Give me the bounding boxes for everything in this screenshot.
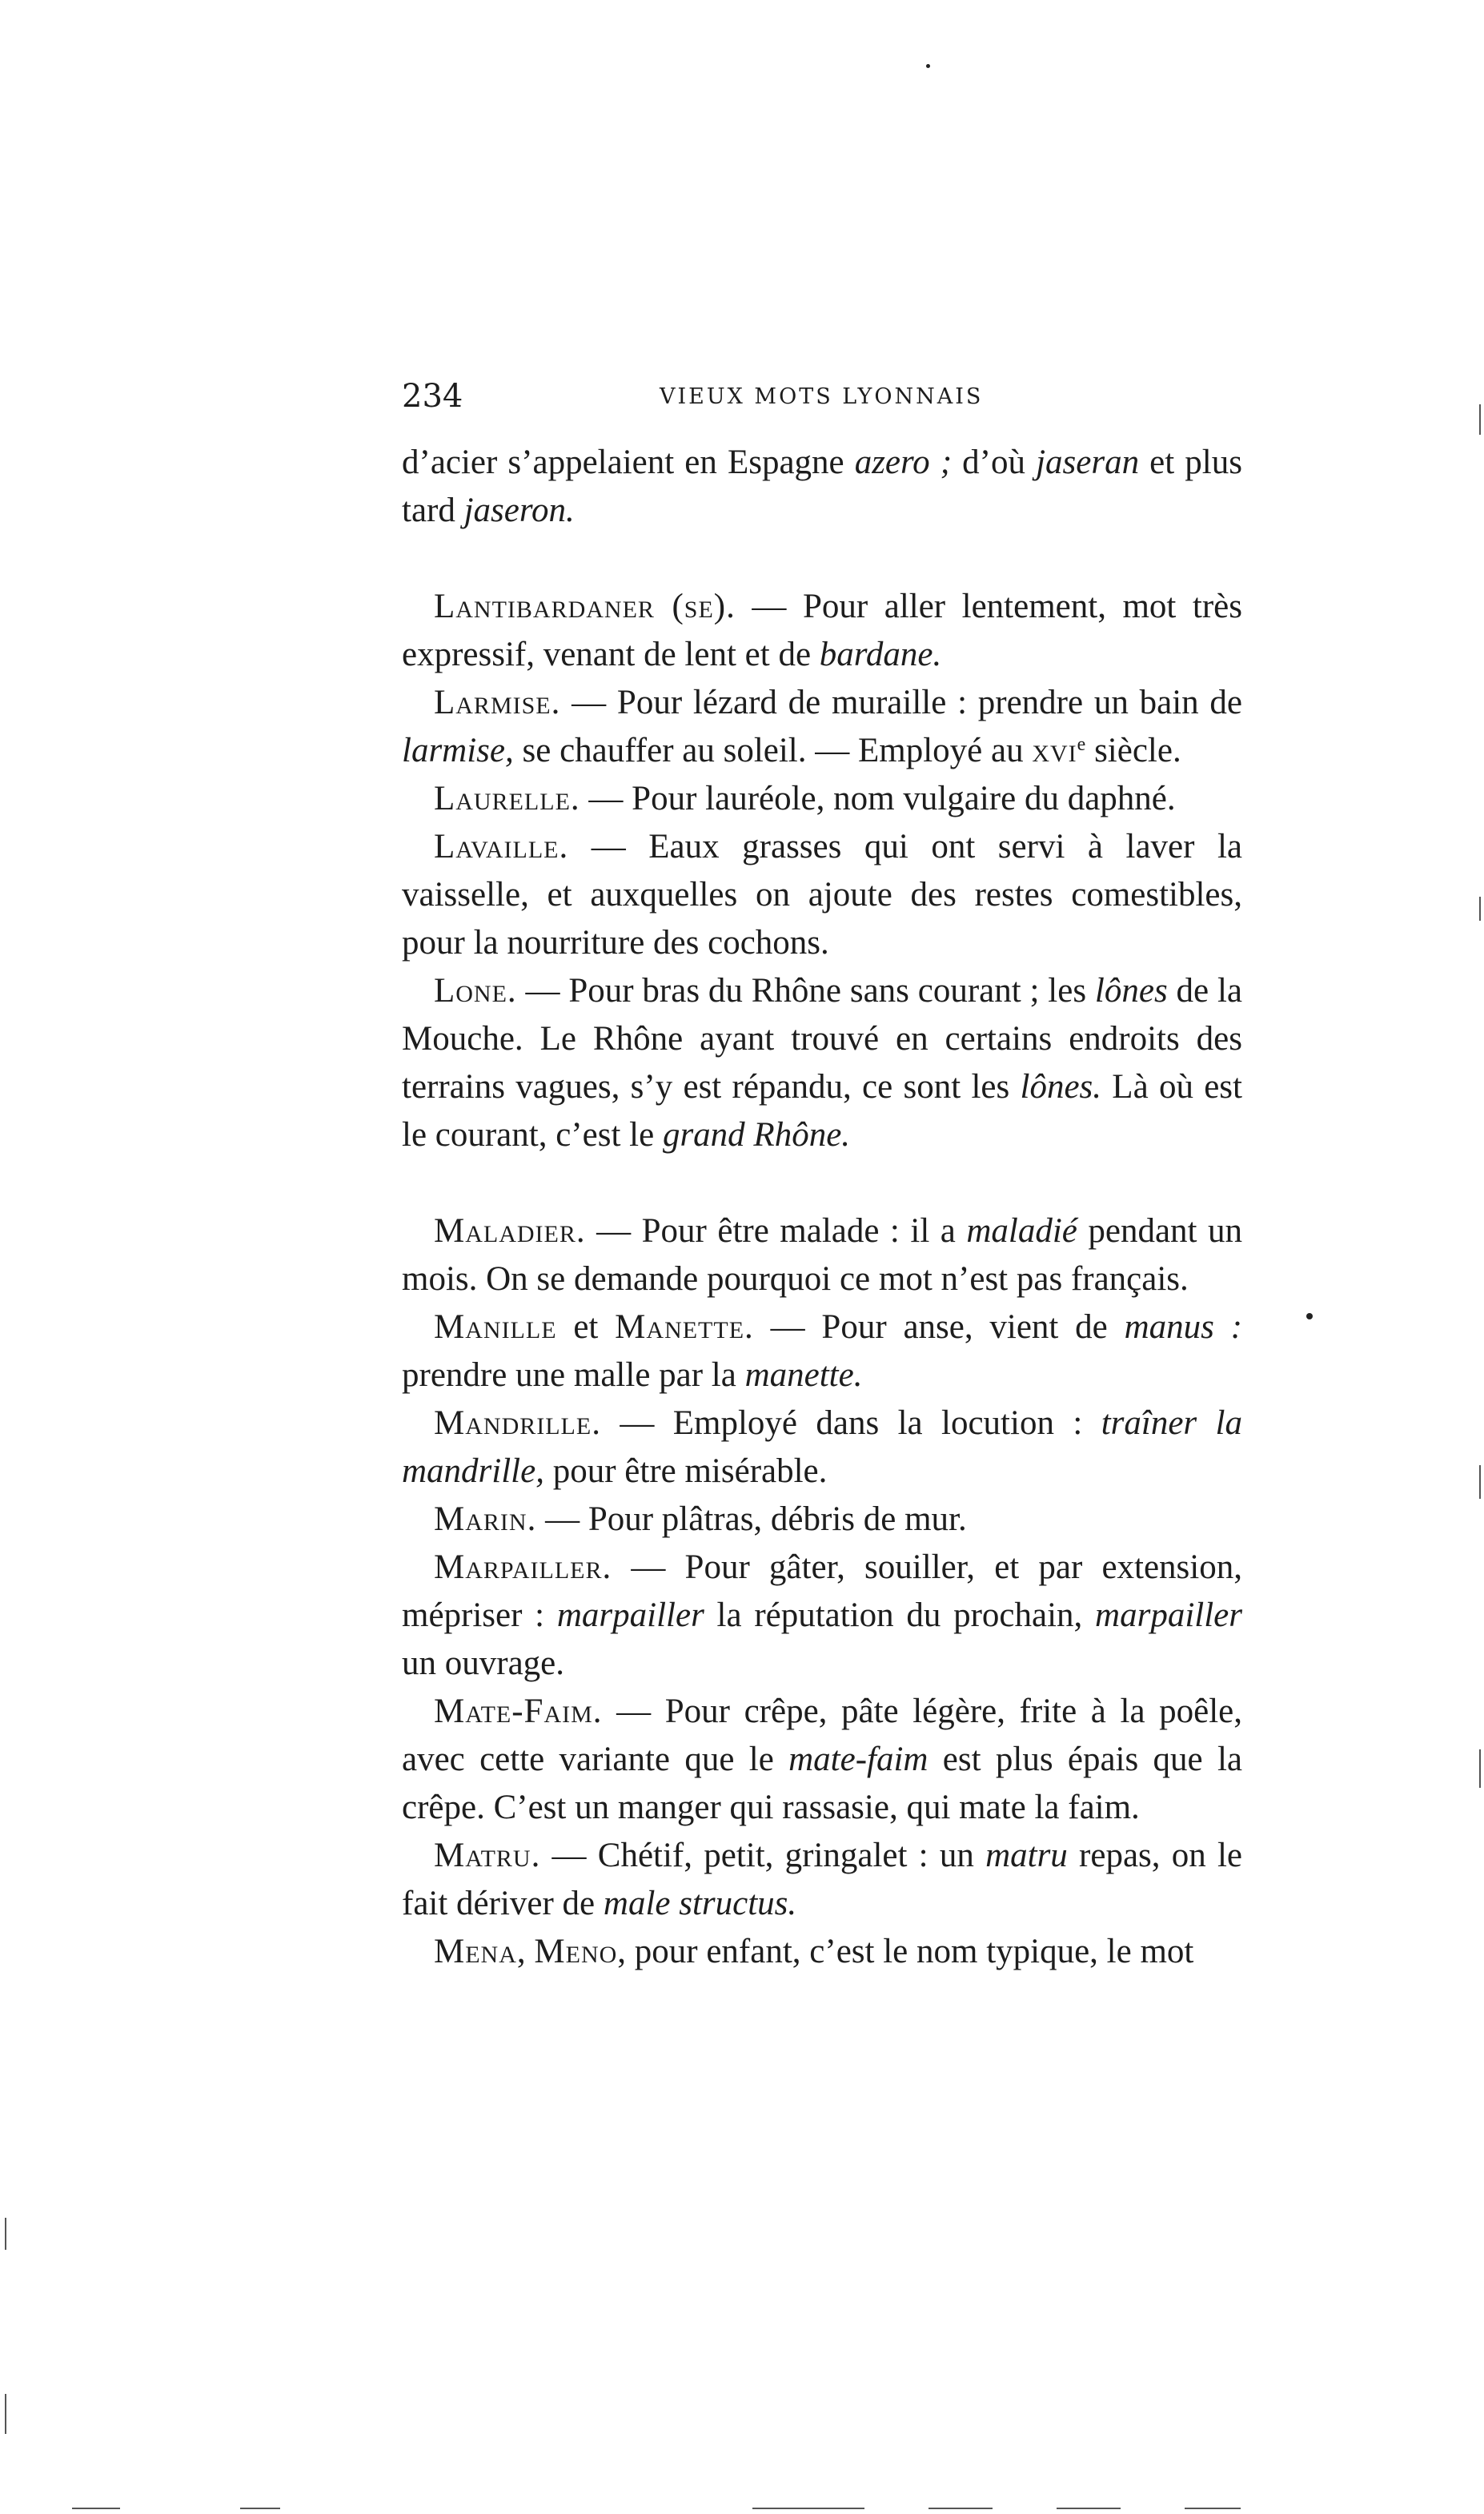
- italic-term: larmise,: [402, 732, 514, 769]
- text-run: — Pour gâter, souiller, et par extension, mépriser :: [402, 1548, 1242, 1634]
- text-run: est plus épais que la crêpe. C’est un manger qui rassasie, qui mate la faim.: [402, 1741, 1242, 1826]
- headword: Mandrille.: [434, 1404, 601, 1442]
- entry-maladier: [402, 1207, 1242, 1303]
- entry-lone: [402, 967, 1242, 1159]
- entry-larmise: [402, 679, 1242, 775]
- entry-lavaille: [402, 823, 1242, 967]
- text-run: pour être misérable.: [543, 1452, 828, 1490]
- headword: Marin.: [434, 1500, 537, 1538]
- headword: Manette.: [615, 1308, 754, 1346]
- margin-mark: [1479, 1465, 1481, 1499]
- text-run: — Pour plâtras, débris de mur.: [536, 1500, 967, 1538]
- running-title: VIEUX MOTS LYONNAIS: [660, 384, 984, 409]
- headword: Lone.: [434, 972, 517, 1010]
- text-run: siècle.: [1085, 732, 1181, 769]
- century-numeral: xvi: [1032, 732, 1077, 769]
- italic-term: marpailler: [556, 1596, 704, 1634]
- continuation-paragraph: [402, 439, 1242, 535]
- headword: Maladier.: [434, 1212, 586, 1250]
- text-run: un ouvrage.: [402, 1645, 564, 1682]
- text-block: [402, 439, 1242, 1976]
- bottom-rule: [929, 2508, 993, 2509]
- entry-mena: [402, 1928, 1242, 1976]
- italic-term: jaseran: [1036, 444, 1140, 481]
- text-run: et plus tard: [402, 444, 1242, 529]
- running-head: [402, 378, 1242, 426]
- headword: Lavaille.: [434, 828, 569, 865]
- headword: Matru.: [434, 1837, 541, 1874]
- text-run: repas, on le fait dériver de: [402, 1837, 1242, 1922]
- text-run: de la Mouche. Le Rhône ayant trouvé en certains endroits des terrains vagues, s’y est répandu, ce sont les: [402, 972, 1243, 1106]
- text-run: — Pour aller lentement, mot très expressif, venant de lent et de: [402, 588, 1243, 673]
- text-run: ,: [516, 1933, 535, 1970]
- text-run: et: [556, 1308, 616, 1346]
- italic-term: manette.: [744, 1356, 863, 1394]
- text-run: — Pour être malade : il a: [585, 1212, 967, 1250]
- italic-term: jaseron.: [463, 492, 575, 529]
- margin-mark: [1479, 897, 1481, 921]
- text-run: — Eaux grasses qui ont servi à laver la vaisselle, et auxquelles on ajoute des restes comestibles, pour la nourriture des cochons.: [402, 828, 1242, 962]
- entry-marin: [402, 1496, 1242, 1544]
- text-run: — Pour bras du Rhône sans courant ; les: [516, 972, 1095, 1010]
- italic-term: azero ;: [854, 444, 953, 481]
- italic-term: marpailler: [1095, 1596, 1242, 1634]
- text-run: prendre une malle par la: [402, 1356, 745, 1394]
- headword: Manille: [434, 1308, 557, 1346]
- text-run: d’acier s’appelaient en Espagne: [402, 444, 855, 481]
- text-run: Là où est le courant, c’est le: [402, 1068, 1242, 1154]
- page-number: 234: [402, 378, 463, 415]
- margin-dot: [1306, 1313, 1313, 1319]
- italic-term: lônes.: [1020, 1068, 1102, 1106]
- margin-mark: [5, 2218, 6, 2250]
- italic-term: manus :: [1124, 1308, 1242, 1346]
- italic-term: matru: [985, 1837, 1068, 1874]
- headword: Larmise.: [434, 684, 561, 721]
- text-run: la réputation du prochain,: [704, 1596, 1096, 1634]
- headword: Marpailler.: [434, 1548, 612, 1586]
- italic-term: traîner la mandrille,: [402, 1404, 1242, 1490]
- text-run: pendant un mois. On se demande pourquoi ce mot n’est pas français.: [402, 1212, 1242, 1298]
- text-run: — Pour lézard de muraille : prendre un bain de: [560, 684, 1242, 721]
- text-run: — Pour lauréole, nom vulgaire du daphné.: [580, 780, 1176, 817]
- margin-mark: [1479, 404, 1481, 435]
- entry-lantibardaner: [402, 583, 1242, 679]
- headword: Mena: [434, 1933, 517, 1970]
- speck: [926, 64, 930, 68]
- italic-term: bardane.: [819, 636, 942, 673]
- headword: Lantibardaner (se).: [434, 588, 736, 625]
- italic-term: maladié: [966, 1212, 1077, 1250]
- entry-mate-faim: [402, 1688, 1242, 1832]
- entry-mandrille: [402, 1400, 1242, 1496]
- text-run: d’où: [952, 444, 1037, 481]
- margin-mark: [5, 2394, 6, 2434]
- italic-term: mate-faim: [788, 1741, 929, 1778]
- italic-term: grand Rhône.: [662, 1116, 851, 1154]
- bottom-rule: [240, 2508, 280, 2509]
- italic-term: male structus.: [603, 1885, 797, 1922]
- entry-matru: [402, 1832, 1242, 1928]
- headword: Mate-Faim.: [434, 1693, 603, 1730]
- entry-manille: [402, 1303, 1242, 1400]
- text-run: — Pour crêpe, pâte légère, frite à la poêle, avec cette variante que le: [402, 1693, 1242, 1778]
- superscript: e: [1077, 734, 1086, 755]
- entry-marpailler: [402, 1544, 1242, 1688]
- entry-laurelle: [402, 775, 1242, 823]
- margin-mark: [1479, 1749, 1481, 1788]
- text-run: , pour enfant, c’est le nom typique, le mot: [617, 1933, 1194, 1970]
- italic-term: lônes: [1094, 972, 1168, 1010]
- bottom-rule: [1185, 2508, 1241, 2509]
- headword: Meno: [534, 1933, 618, 1970]
- text-run: — Pour anse, vient de: [753, 1308, 1125, 1346]
- text-run: se chauffer au soleil. — Employé au: [513, 732, 1033, 769]
- text-run: — Chétif, petit, gringalet : un: [540, 1837, 986, 1874]
- bottom-rule: [752, 2508, 864, 2509]
- section-gap: [402, 1159, 1242, 1207]
- headword: Laurelle.: [434, 780, 580, 817]
- bottom-rule: [72, 2508, 120, 2509]
- bottom-rule: [1057, 2508, 1121, 2509]
- section-gap: [402, 535, 1242, 583]
- text-run: — Employé dans la locution :: [600, 1404, 1101, 1442]
